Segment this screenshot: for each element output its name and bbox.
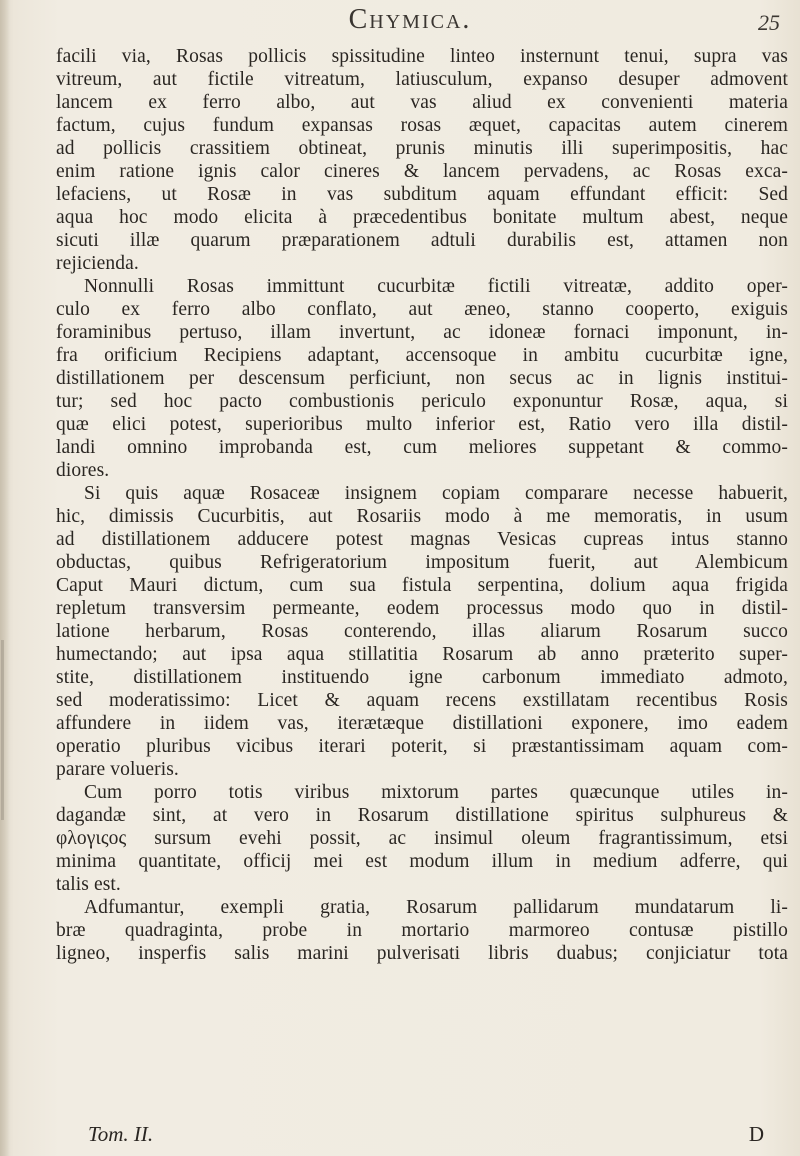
text-line: ad pollicis crassitiem obtineat, prunis minutis illi superimpositis, hac <box>56 138 788 159</box>
text-line: affundere in iidem vas, iterætæque distillationi exponere, imo eadem <box>56 713 788 734</box>
text-line: landi omnino improbanda est, cum meliores suppetant & commo- <box>56 437 788 458</box>
text-line: operatio pluribus vicibus iterari poterit, si præstantissimam aquam com- <box>56 736 788 757</box>
text-line: culo ex ferro albo conflato, aut æneo, stanno cooperto, exiguis <box>56 299 788 320</box>
text-line: Nonnulli Rosas immittunt cucurbitæ fictili vitreatæ, addito oper- <box>84 276 788 297</box>
text-line: fra orificium Recipiens adaptant, accensoque in ambitu cucurbitæ igne, <box>56 345 788 366</box>
margin-stain <box>1 640 4 820</box>
text-line: repletum transversim permeante, eodem processus modo quo in distil- <box>56 598 788 619</box>
text-line: Cum porro totis viribus mixtorum partes quæcunque utiles in- <box>84 782 788 803</box>
text-line: vitreum, aut fictile vitreatum, latiusculum, expanso desuper admovent <box>56 69 788 90</box>
text-line: bræ quadraginta, probe in mortario marmoreo contusæ pistillo <box>56 920 788 941</box>
volume-signature: Tom. II. <box>88 1122 154 1146</box>
text-line: lancem ex ferro albo, aut vas aliud ex convenienti materia <box>56 92 788 113</box>
text-line: distillationem per descensum perficiunt, non secus ac in lignis institui- <box>56 368 788 389</box>
text-line: lefaciens, ut Rosæ in vas subditum aquam effundant efficit: Sed <box>56 184 788 205</box>
text-line: foraminibus pertuso, illam invertunt, ac idoneæ fornaci imponunt, in- <box>56 322 788 343</box>
text-line: facili via, Rosas pollicis spissitudine linteo insternunt tenui, supra vas <box>56 46 788 67</box>
text-line: rejicienda. <box>56 253 139 274</box>
text-line: talis est. <box>56 874 121 895</box>
text-line: tur; sed hoc pacto combustionis periculo exponuntur Rosæ, aqua, si <box>56 391 788 412</box>
binding-shadow <box>0 0 10 1156</box>
text-line: factum, cujus fundum expansas rosas æquet, capacitas autem cinerem <box>56 115 788 136</box>
running-title: Chymica. <box>348 4 472 35</box>
text-line: parare volueris. <box>56 759 179 780</box>
text-line: Si quis aquæ Rosaceæ insignem copiam comparare necesse habuerit, <box>84 483 788 504</box>
text-line: stite, distillationem instituendo igne carbonum immediato admoto, <box>56 667 788 688</box>
gathering-signature: D <box>748 1122 764 1146</box>
text-line: obductas, quibus Refrigeratorium impositum fuerit, aut Alembicum <box>56 552 788 573</box>
text-line: enim ratione ignis calor cineres & lancem pervadens, ac Rosas exca- <box>56 161 788 182</box>
page-footer <box>88 1122 764 1150</box>
text-line: latione herbarum, Rosas conterendo, illas aliarum Rosarum succo <box>56 621 788 642</box>
text-line: minima quantitate, officij mei est modum illum in medium adferre, qui <box>56 851 788 872</box>
text-line: aqua hoc modo elicita à præcedentibus bonitate multum abest, neque <box>56 207 788 228</box>
text-line: Adfumantur, exempli gratia, Rosarum pallidarum mundatarum li- <box>84 897 788 918</box>
page-number: 25 <box>758 10 780 35</box>
body-text <box>56 45 788 965</box>
text-line: humectando; aut ipsa aqua stillatitia Rosarum ab anno præterito super- <box>56 644 788 665</box>
text-line: quæ elici potest, superioribus multo inferior est, Ratio vero illa distil- <box>56 414 788 435</box>
text-line: sed moderatissimo: Licet & aquam recens exstillatam recentibus Rosis <box>56 690 788 711</box>
page-header <box>40 4 780 40</box>
text-line: diores. <box>56 460 110 481</box>
text-line: hic, dimissis Cucurbitis, aut Rosariis modo à me memoratis, in usum <box>56 506 788 527</box>
text-line: φλογιςος sursum evehi possit, ac insimul oleum fragrantissimum, etsi <box>56 828 788 849</box>
text-line: dagandæ sint, at vero in Rosarum distillatione spiritus sulphureus & <box>56 805 788 826</box>
text-line: ad distillationem adducere potest magnas Vesicas cupreas intus stanno <box>56 529 788 550</box>
text-line: sicuti illæ quarum præparationem adtuli durabilis est, attamen non <box>56 230 788 251</box>
text-line: ligneo, insperfis salis marini pulverisati libris duabus; conjiciatur tota <box>56 943 788 964</box>
text-line: Caput Mauri dictum, cum sua fistula serpentina, dolium aqua frigida <box>56 575 788 596</box>
